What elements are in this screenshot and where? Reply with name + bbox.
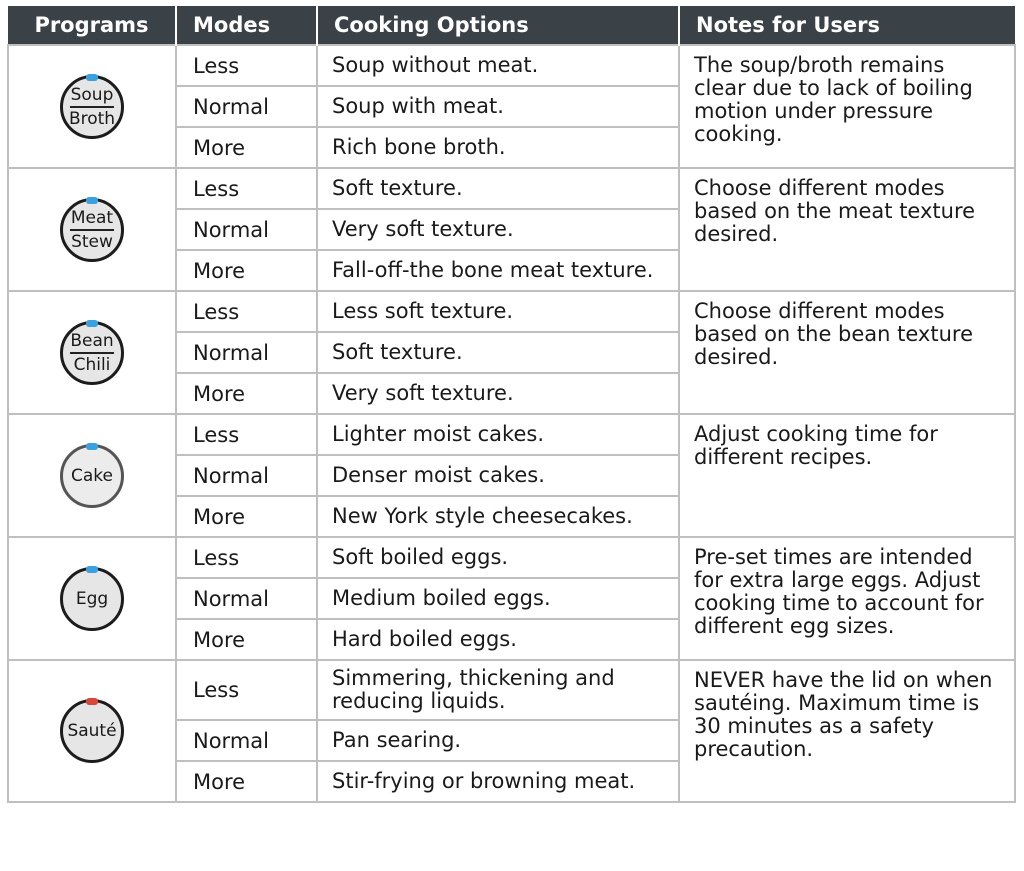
option-cell: Medium boiled eggs. <box>317 578 679 619</box>
mode-cell: More <box>176 127 317 168</box>
option-cell: Less soft texture. <box>317 291 679 332</box>
mode-cell: Normal <box>176 720 317 761</box>
option-cell: Soft boiled eggs. <box>317 537 679 578</box>
option-cell: Very soft texture. <box>317 209 679 250</box>
option-cell: Very soft texture. <box>317 373 679 414</box>
mode-cell: Normal <box>176 86 317 127</box>
dial-label: Sauté <box>67 721 117 741</box>
mode-cell: More <box>176 496 317 537</box>
program-cell-meat-stew <box>8 168 176 291</box>
table-row <box>8 168 1015 209</box>
header-row <box>8 6 1015 45</box>
option-cell: Soup with meat. <box>317 86 679 127</box>
program-cell-egg <box>8 537 176 660</box>
mode-cell: More <box>176 619 317 660</box>
program-cell-bean-chili <box>8 291 176 414</box>
dial-divider <box>70 229 114 231</box>
option-cell: Fall-off-the bone meat texture. <box>317 250 679 291</box>
egg-button-icon <box>60 567 124 631</box>
indicator-light-icon <box>86 698 98 705</box>
program-cell-cake <box>8 414 176 537</box>
mode-cell: Less <box>176 660 317 720</box>
note-cell: Choose different modes based on the bean texture desired. <box>679 291 1015 414</box>
table-row <box>8 291 1015 332</box>
mode-cell: Less <box>176 414 317 455</box>
dial-divider <box>70 352 114 354</box>
note-cell: Choose different modes based on the meat texture desired. <box>679 168 1015 291</box>
mode-cell: More <box>176 761 317 802</box>
header-modes: Modes <box>176 6 317 45</box>
program-cell-saute <box>8 660 176 802</box>
option-cell: Stir-frying or browning meat. <box>317 761 679 802</box>
mode-cell: Less <box>176 168 317 209</box>
dial-label: Egg <box>75 588 109 609</box>
table-row <box>8 414 1015 455</box>
option-cell: Soft texture. <box>317 332 679 373</box>
mode-cell: Normal <box>176 332 317 373</box>
mode-cell: More <box>176 373 317 414</box>
note-cell: NEVER have the lid on when sautéing. Maximum time is 30 minutes as a safety precaution. <box>679 660 1015 802</box>
cake-button-icon <box>60 444 124 508</box>
indicator-light-icon <box>86 443 98 450</box>
option-cell: Pan searing. <box>317 720 679 761</box>
cooking-programs-table <box>7 6 1016 803</box>
table-row <box>8 45 1015 86</box>
indicator-light-icon <box>86 74 98 81</box>
dial-label-top: Bean <box>70 330 114 351</box>
indicator-light-icon <box>86 197 98 204</box>
note-cell: Adjust cooking time for different recipes. <box>679 414 1015 537</box>
mode-cell: More <box>176 250 317 291</box>
option-cell: Lighter moist cakes. <box>317 414 679 455</box>
option-cell: Hard boiled eggs. <box>317 619 679 660</box>
mode-cell: Normal <box>176 578 317 619</box>
bean-chili-button-icon <box>60 321 124 385</box>
option-cell: Soup without meat. <box>317 45 679 86</box>
header-notes: Notes for Users <box>679 6 1015 45</box>
table-row <box>8 537 1015 578</box>
header-cooking-options: Cooking Options <box>317 6 679 45</box>
table-row <box>8 660 1015 720</box>
indicator-light-icon <box>86 320 98 327</box>
note-cell: Pre-set times are intended for extra large eggs. Adjust cooking time to account for different egg sizes. <box>679 537 1015 660</box>
mode-cell: Less <box>176 537 317 578</box>
dial-label-bottom: Stew <box>71 231 113 252</box>
soup-broth-button-icon <box>60 75 124 139</box>
dial-label-top: Meat <box>70 207 114 228</box>
program-cell-soup-broth <box>8 45 176 168</box>
mode-cell: Normal <box>176 455 317 496</box>
meat-stew-button-icon <box>60 198 124 262</box>
option-cell: Simmering, thickening and reducing liquids. <box>317 660 679 720</box>
indicator-light-icon <box>86 566 98 573</box>
dial-divider <box>70 106 114 108</box>
option-cell: Rich bone broth. <box>317 127 679 168</box>
option-cell: New York style cheesecakes. <box>317 496 679 537</box>
dial-label: Cake <box>71 465 113 486</box>
header-programs: Programs <box>8 6 176 45</box>
dial-label-bottom: Chili <box>73 354 111 375</box>
note-cell: The soup/broth remains clear due to lack of boiling motion under pressure cooking. <box>679 45 1015 168</box>
saute-button-icon <box>60 699 124 763</box>
mode-cell: Less <box>176 45 317 86</box>
option-cell: Soft texture. <box>317 168 679 209</box>
mode-cell: Normal <box>176 209 317 250</box>
dial-label-bottom: Broth <box>68 108 116 129</box>
dial-label-top: Soup <box>70 84 114 105</box>
mode-cell: Less <box>176 291 317 332</box>
option-cell: Denser moist cakes. <box>317 455 679 496</box>
